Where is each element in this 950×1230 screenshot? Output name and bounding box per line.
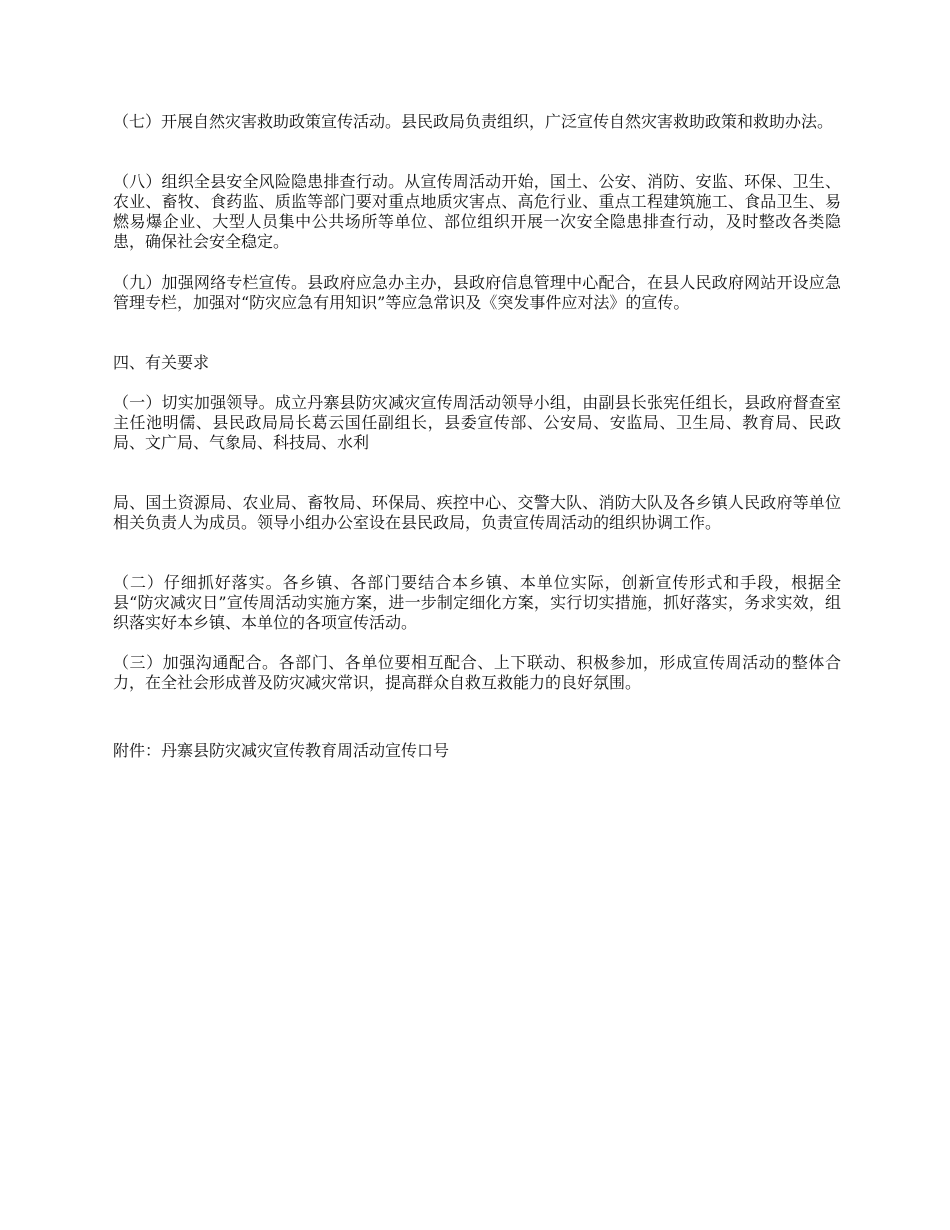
paragraph-3-coordination: （三）加强沟通配合。各部门、各单位要相互配合、上下联动、积极参加，形成宣传周活动的整体合力，在全社会形成普及防灾减灾常识，提高群众自救互救能力的良好氛围。 bbox=[113, 653, 841, 692]
paragraph-1-leadership: （一）切实加强领导。成立丹寨县防灾减灾宣传周活动领导小组，由副县长张宪任组长，县政府督查室主任池明儒、县民政局局长葛云国任副组长，县委宣传部、公安局、安监局、卫生局、教育局、民政局、文广局、气象局、科技局、水利 bbox=[113, 393, 841, 452]
paragraph-1-leadership-continued: 局、国土资源局、农业局、畜牧局、环保局、疾控中心、交警大队、消防大队及各乡镇人民政府等单位相关负责人为成员。领导小组办公室设在县民政局，负责宣传周活动的组织协调工作。 bbox=[113, 493, 841, 532]
paragraph-7-relief-policy: （七）开展自然灾害救助政策宣传活动。县民政局负责组织，广泛宣传自然灾害救助政策和救助办法。 bbox=[113, 112, 834, 131]
paragraph-9-online-column: （九）加强网络专栏宣传。县政府应急办主办，县政府信息管理中心配合，在县人民政府网站开设应急管理专栏，加强对“防灾应急有用知识”等应急常识及《突发事件应对法》的宣传。 bbox=[113, 273, 841, 312]
section-heading-requirements: 四、有关要求 bbox=[113, 353, 210, 372]
paragraph-2-implementation: （二）仔细抓好落实。各乡镇、各部门要结合本乡镇、本单位实际，创新宣传形式和手段，根据全县“防灾减灾日”宣传周活动实施方案，进一步制定细化方案，实行切实措施，抓好落实，务求实效，组织落实好本乡镇、本单位的各项宣传活动。 bbox=[113, 573, 841, 632]
paragraph-8-risk-inspection: （八）组织全县安全风险隐患排查行动。从宣传周活动开始，国土、公安、消防、安监、环保、卫生、农业、畜牧、食药监、质监等部门要对重点地质灾害点、高危行业、重点工程建筑施工、食品卫生、易燃易爆企业、大型人员集中公共场所等单位、部位组织开展一次安全隐患排查行动，及时整改各类隐患，确保社会安全稳定。 bbox=[113, 172, 841, 251]
attachment-note: 附件：丹寨县防灾减灾宣传教育周活动宣传口号 bbox=[113, 741, 450, 760]
